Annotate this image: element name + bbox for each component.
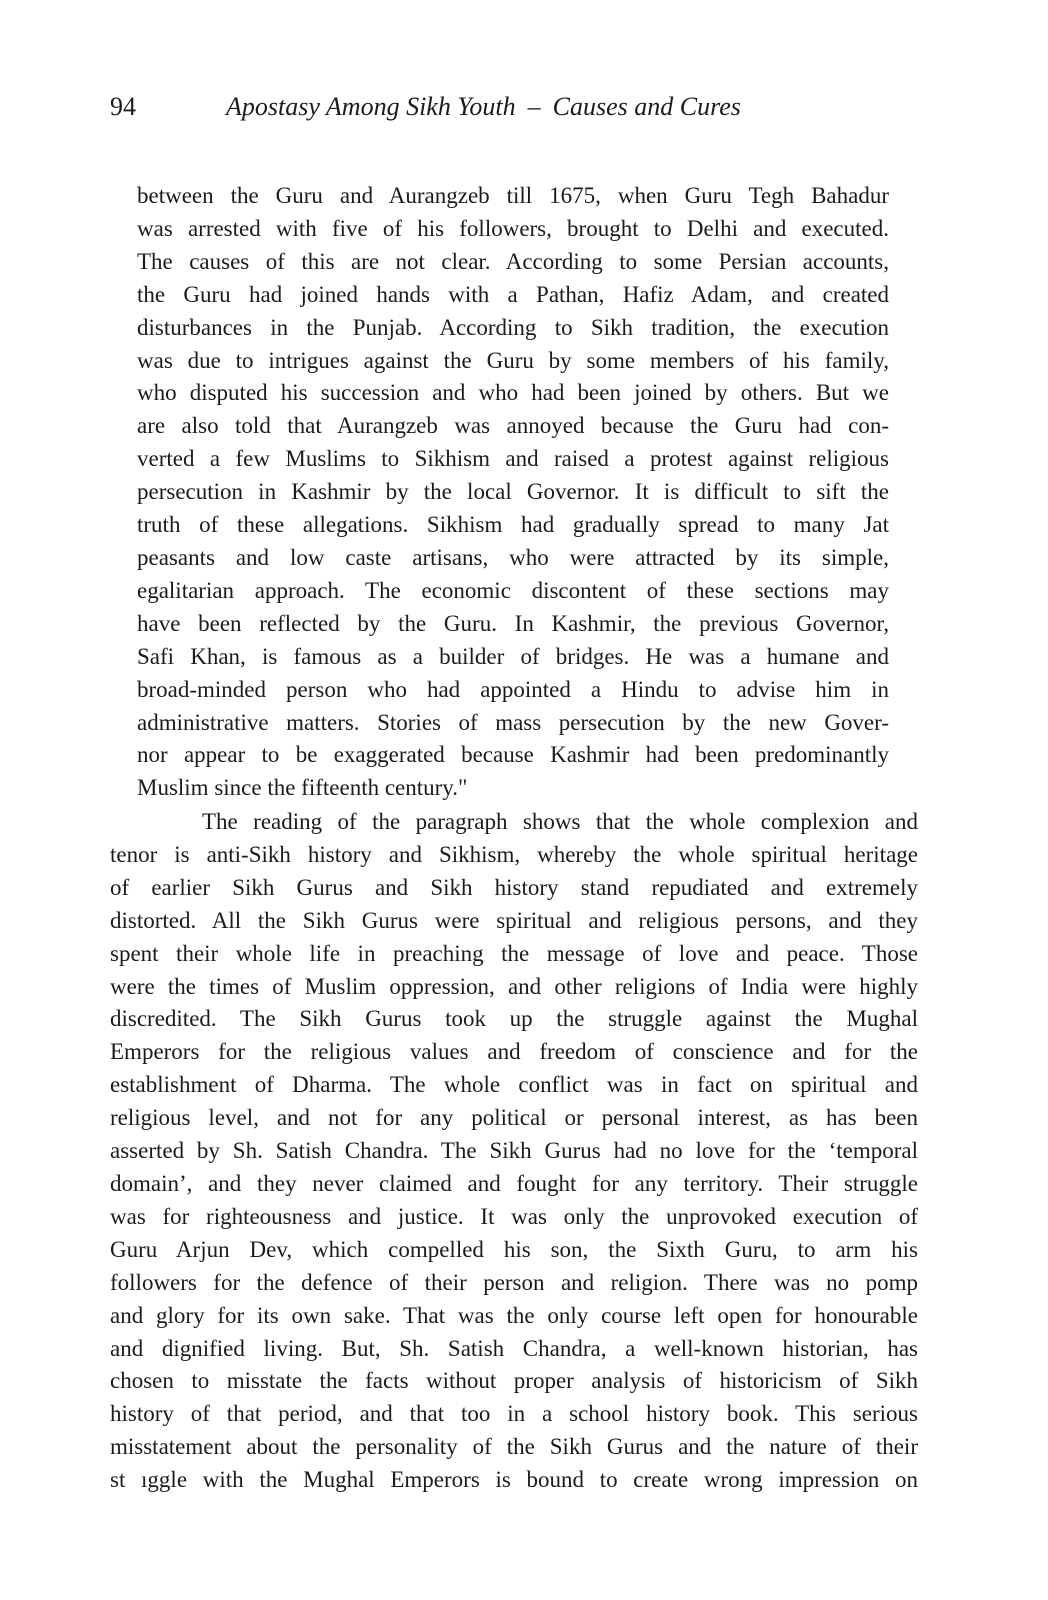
body-line: of earlier Sikh Gurus and Sikh history stand repudiated and extremely bbox=[110, 874, 918, 900]
quote-line: administrative matters. Stories of mass persecution by the new Gover- bbox=[137, 709, 889, 735]
quote-line: have been reflected by the Guru. In Kashmir, the previous Governor, bbox=[137, 610, 889, 636]
quote-line: Muslim since the fifteenth century." bbox=[137, 775, 468, 801]
quote-line: peasants and low caste artisans, who were attracted by its simple, bbox=[137, 544, 889, 570]
quote-line: are also told that Aurangzeb was annoyed because the Guru had con- bbox=[137, 413, 889, 439]
quote-line: truth of these allegations. Sikhism had gradually spread to many Jat bbox=[137, 512, 889, 538]
body-line: chosen to misstate the facts without proper analysis of historicism of Sikh bbox=[110, 1368, 918, 1394]
body-line: asserted by Sh. Satish Chandra. The Sikh Gurus had no love for the ‘temporal bbox=[110, 1138, 918, 1164]
body-paragraph bbox=[110, 806, 918, 1497]
body-line: domain’, and they never claimed and fought for any territory. Their struggle bbox=[110, 1170, 918, 1196]
book-title: Apostasy Among Sikh Youth bbox=[226, 92, 516, 121]
quote-line: who disputed his succession and who had been joined by others. But we bbox=[137, 380, 889, 406]
body-line: discredited. The Sikh Gurus took up the struggle against the Mughal bbox=[110, 1006, 918, 1032]
body-line: distorted. All the Sikh Gurus were spiritual and religious persons, and they bbox=[110, 907, 918, 933]
body-line: and glory for its own sake. That was the only course left open for honourable bbox=[110, 1302, 918, 1328]
body-line: Guru Arjun Dev, which compelled his son, the Sixth Guru, to arm his bbox=[110, 1236, 918, 1262]
body-line: followers for the defence of their person and religion. There was no pomp bbox=[110, 1269, 918, 1295]
block-quote bbox=[137, 180, 889, 805]
quote-line: persecution in Kashmir by the local Governor. It is difficult to sift the bbox=[137, 479, 889, 505]
quote-line: was due to intrigues against the Guru by some members of his family, bbox=[137, 347, 889, 373]
title-separator: – bbox=[527, 92, 541, 121]
quote-line: egalitarian approach. The economic discontent of these sections may bbox=[137, 577, 889, 603]
body-line: and dignified living. But, Sh. Satish Chandra, a well-known historian, has bbox=[110, 1335, 918, 1361]
body-line: was for righteousness and justice. It was only the unprovoked execution of bbox=[110, 1203, 918, 1229]
running-head bbox=[110, 92, 741, 122]
quote-line: broad-minded person who had appointed a Hindu to advise him in bbox=[137, 676, 889, 702]
body-line: The reading of the paragraph shows that the whole complexion and bbox=[202, 809, 918, 834]
quote-line: The causes of this are not clear. According to some Persian accounts, bbox=[137, 248, 889, 274]
quote-line: between the Guru and Aurangzeb till 1675, when Guru Tegh Bahadur bbox=[137, 183, 889, 208]
quote-line: disturbances in the Punjab. According to Sikh tradition, the execution bbox=[137, 314, 889, 340]
body-line: misstatement about the personality of the Sikh Gurus and the nature of their bbox=[110, 1434, 918, 1460]
quote-line: the Guru had joined hands with a Pathan, Hafiz Adam, and created bbox=[137, 281, 889, 307]
book-subtitle: Causes and Cures bbox=[552, 92, 741, 121]
body-line: history of that period, and that too in a school history book. This serious bbox=[110, 1401, 918, 1427]
body-line: st ıggle with the Mughal Emperors is bound to create wrong impression on bbox=[110, 1467, 918, 1493]
body-line: establishment of Dharma. The whole conflict was in fact on spiritual and bbox=[110, 1072, 918, 1098]
body-line: tenor is anti-Sikh history and Sikhism, whereby the whole spiritual heritage bbox=[110, 841, 918, 867]
body-line: religious level, and not for any political or personal interest, as has been bbox=[110, 1105, 918, 1131]
quote-line: verted a few Muslims to Sikhism and raised a protest against religious bbox=[137, 446, 889, 472]
body-line: were the times of Muslim oppression, and other religions of India were highly bbox=[110, 973, 918, 999]
body-line: spent their whole life in preaching the message of love and peace. Those bbox=[110, 940, 918, 966]
page-number: 94 bbox=[110, 92, 136, 121]
quote-line: Safi Khan, is famous as a builder of bridges. He was a humane and bbox=[137, 643, 889, 669]
body-line: Emperors for the religious values and freedom of conscience and for the bbox=[110, 1039, 918, 1065]
quote-line: was arrested with five of his followers, brought to Delhi and executed. bbox=[137, 215, 889, 241]
quote-line: nor appear to be exaggerated because Kashmir had been predominantly bbox=[137, 742, 889, 768]
